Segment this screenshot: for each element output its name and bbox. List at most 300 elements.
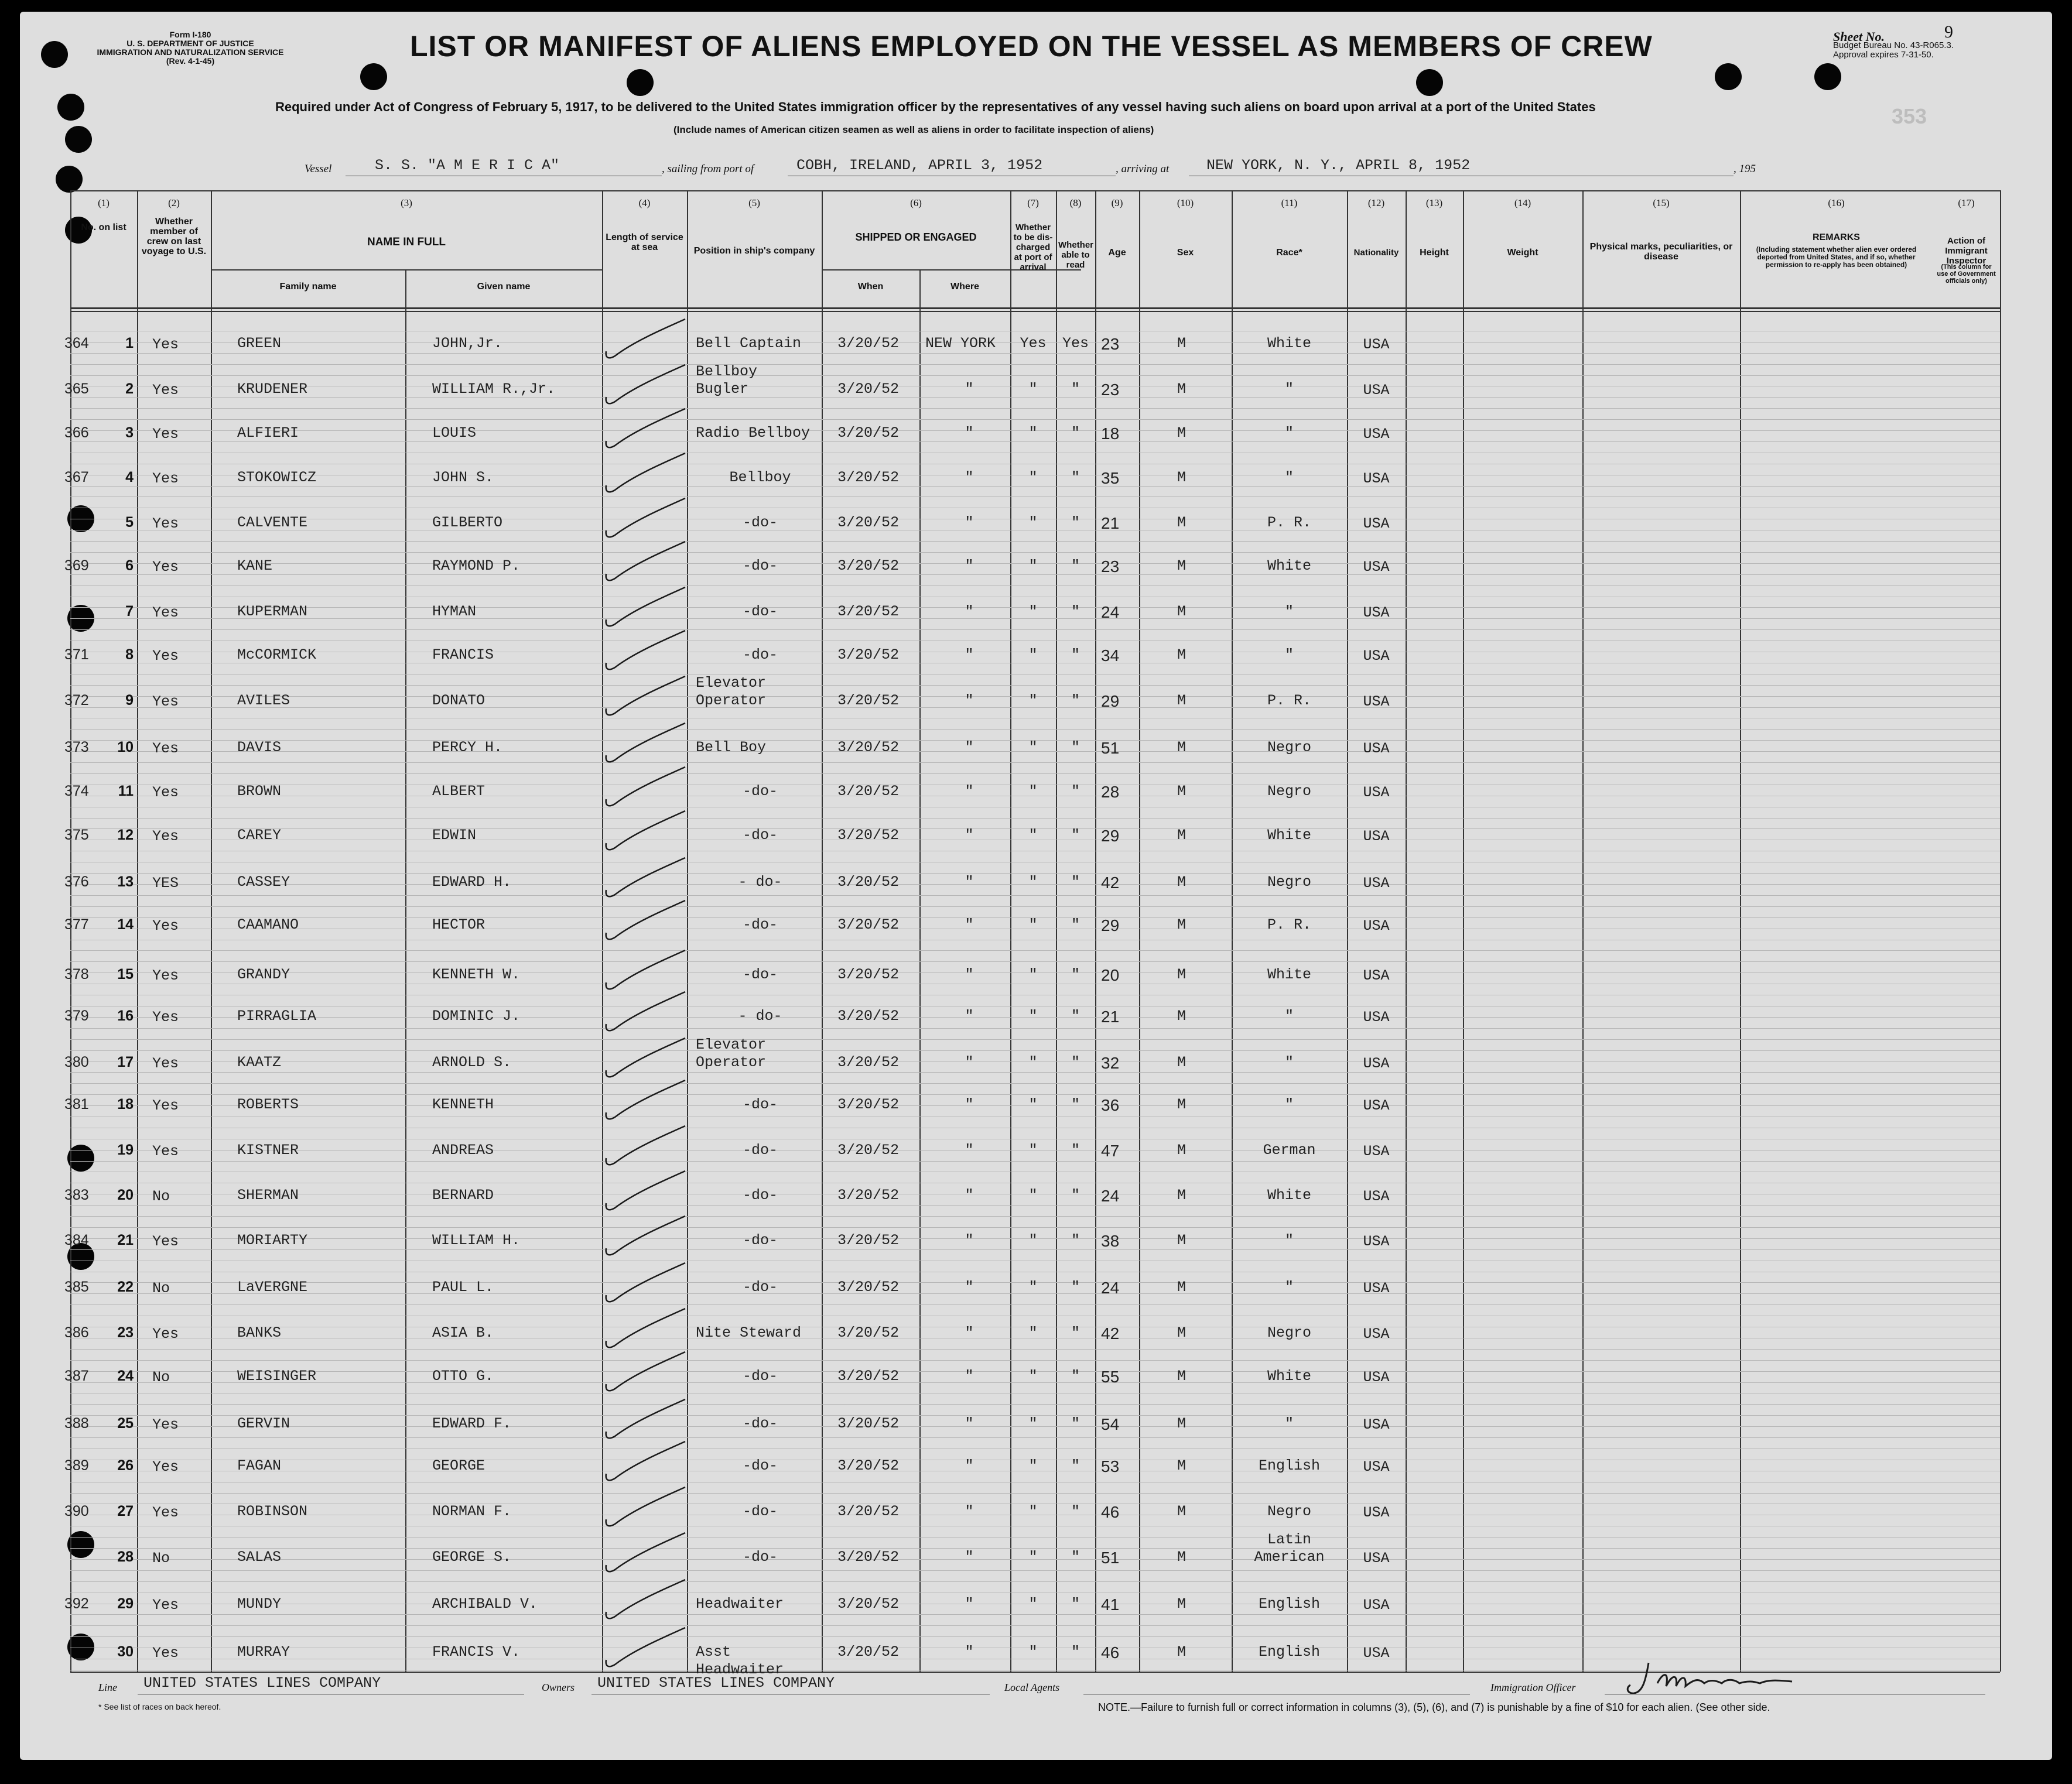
row-position: -do-: [742, 1232, 778, 1249]
row-number: 17: [117, 1054, 134, 1070]
row-discharged: ": [1028, 1457, 1038, 1474]
approval-expiry: Approval expires 7-31-50.: [1833, 50, 1934, 60]
header-inspector-note: (This column for use of Government officials only): [1937, 263, 1996, 285]
row-age: 23: [1101, 557, 1120, 576]
row-family-name: CASSEY: [237, 874, 290, 891]
row-discharged: ": [1028, 1595, 1038, 1612]
row-serial-number: 375: [64, 827, 89, 843]
row-age: 24: [1101, 603, 1120, 621]
row-serial-number: 366: [64, 424, 89, 441]
row-family-name: ROBINSON: [237, 1503, 308, 1520]
row-able-to-read: ": [1071, 603, 1080, 620]
row-member-last-voyage: Yes: [152, 1233, 179, 1250]
column-number-14: (14): [1514, 197, 1531, 208]
row-shipped-when: 3/20/52: [837, 646, 900, 663]
row-given-name: HECTOR: [432, 916, 485, 933]
row-sex: M: [1177, 739, 1187, 756]
row-age: 32: [1101, 1054, 1120, 1072]
row-member-last-voyage: Yes: [152, 693, 179, 710]
row-shipped-where: ": [965, 1142, 974, 1159]
service-check-mark: [603, 802, 691, 855]
row-shipped-where: NEW YORK: [925, 335, 996, 352]
header-nationality: Nationality: [1353, 248, 1399, 258]
row-race: ": [1284, 1232, 1294, 1249]
row-able-to-read: ": [1071, 1503, 1080, 1520]
row-nationality: USA: [1363, 1188, 1390, 1205]
row-serial-number: 376: [64, 874, 89, 890]
row-number: 8: [125, 646, 134, 663]
manifest-title: LIST OR MANIFEST OF ALIENS EMPLOYED ON THE VESSEL AS MEMBERS OF CREW: [410, 30, 1653, 63]
row-position: Headwaiter: [696, 1595, 784, 1612]
year-suffix: , 195: [1733, 163, 1756, 175]
header-given-name: Given name: [477, 282, 531, 292]
row-number: 16: [117, 1008, 134, 1024]
row-able-to-read: ": [1071, 692, 1080, 709]
row-sex: M: [1177, 966, 1187, 983]
row-given-name: GILBERTO: [432, 514, 503, 531]
column-number-4: (4): [638, 197, 651, 208]
row-number: 14: [117, 916, 134, 933]
row-given-name: ARNOLD S.: [432, 1054, 512, 1071]
row-member-last-voyage: Yes: [152, 426, 179, 443]
row-number: 5: [125, 514, 134, 530]
row-nationality: USA: [1363, 1009, 1390, 1026]
row-sex: M: [1177, 692, 1187, 709]
row-race: White: [1267, 557, 1311, 574]
row-shipped-when: 3/20/52: [837, 1096, 900, 1113]
row-shipped-where: ": [965, 469, 974, 486]
row-race: Negro: [1267, 739, 1311, 756]
row-member-last-voyage: Yes: [152, 559, 179, 576]
row-race: ": [1284, 424, 1294, 441]
row-sex: M: [1177, 1415, 1187, 1432]
service-check-mark: [603, 1071, 691, 1124]
penalty-note: NOTE.—Failure to furnish full or correct information in columns (3), (5), (6), and (7) is punishable by a fine of $10 for each alien. (See other side.: [1098, 1701, 1770, 1713]
row-number: 12: [117, 827, 134, 843]
service-check-mark: [603, 1571, 691, 1624]
row-able-to-read: ": [1071, 827, 1080, 844]
row-able-to-read: ": [1071, 557, 1080, 574]
footer-line-value: UNITED STATES LINES COMPANY: [143, 1675, 381, 1691]
row-sex: M: [1177, 603, 1187, 620]
row-member-last-voyage: Yes: [152, 648, 179, 665]
row-shipped-when: 3/20/52: [837, 1232, 900, 1249]
row-serial-number: 385: [64, 1279, 89, 1295]
header-when: When: [857, 282, 884, 292]
row-shipped-where: ": [965, 1368, 974, 1385]
row-sex: M: [1177, 1142, 1187, 1159]
row-given-name: OTTO G.: [432, 1368, 494, 1385]
header-no-on-list: No. on list: [81, 222, 126, 232]
column-number-9: (9): [1111, 197, 1123, 208]
row-able-to-read: ": [1071, 1187, 1080, 1204]
row-nationality: USA: [1363, 559, 1390, 576]
row-number: 4: [125, 469, 134, 485]
row-family-name: SHERMAN: [237, 1187, 299, 1204]
row-age: 53: [1101, 1457, 1120, 1475]
include-note: (Include names of American citizen seamen as well as aliens in order to facilitate inspection of aliens): [673, 124, 1154, 135]
row-given-name: HYMAN: [432, 603, 477, 620]
row-member-last-voyage: Yes: [152, 470, 179, 487]
row-sex: M: [1177, 1008, 1187, 1025]
row-age: 35: [1101, 469, 1120, 487]
row-discharged: ": [1028, 1324, 1038, 1341]
row-member-last-voyage: Yes: [152, 1326, 179, 1343]
row-family-name: McCORMICK: [237, 646, 317, 663]
row-family-name: KANE: [237, 557, 273, 574]
row-serial-number: 364: [64, 335, 89, 351]
row-number: 24: [117, 1368, 134, 1384]
row-serial-number: 388: [64, 1415, 89, 1432]
row-shipped-where: ": [965, 916, 974, 933]
header-height: Height: [1420, 248, 1449, 258]
row-sex: M: [1177, 469, 1187, 486]
service-check-mark: [603, 1524, 691, 1577]
row-nationality: USA: [1363, 1645, 1390, 1662]
row-sex: M: [1177, 1549, 1187, 1566]
row-shipped-when: 3/20/52: [837, 1457, 900, 1474]
row-race: ": [1284, 381, 1294, 398]
row-able-to-read: ": [1071, 916, 1080, 933]
row-nationality: USA: [1363, 1416, 1390, 1433]
row-given-name: BERNARD: [432, 1187, 494, 1204]
row-able-to-read: ": [1071, 1643, 1080, 1660]
row-number: 3: [125, 424, 134, 441]
row-member-last-voyage: Yes: [152, 1097, 179, 1114]
row-number: 13: [117, 874, 134, 890]
row-number: 7: [125, 603, 134, 619]
row-age: 29: [1101, 827, 1120, 845]
row-number: 18: [117, 1096, 134, 1112]
row-shipped-when: 3/20/52: [837, 514, 900, 531]
row-shipped-where: ": [965, 1415, 974, 1432]
header-weight: Weight: [1507, 248, 1538, 258]
row-sex: M: [1177, 1187, 1187, 1204]
row-member-last-voyage: Yes: [152, 828, 179, 845]
row-discharged: ": [1028, 557, 1038, 574]
row-discharged: ": [1028, 1368, 1038, 1385]
row-race: Negro: [1267, 1324, 1311, 1341]
row-family-name: ROBERTS: [237, 1096, 299, 1113]
row-sex: M: [1177, 557, 1187, 574]
row-family-name: LaVERGNE: [237, 1279, 308, 1296]
row-shipped-when: 3/20/52: [837, 1549, 900, 1566]
punch-hole: [1416, 69, 1443, 96]
row-shipped-when: 3/20/52: [837, 557, 900, 574]
row-family-name: MUNDY: [237, 1595, 282, 1612]
row-age: 54: [1101, 1415, 1120, 1433]
row-nationality: USA: [1363, 336, 1390, 353]
header-position: Position in ship's company: [693, 246, 815, 256]
row-able-to-read: ": [1071, 1368, 1080, 1385]
row-member-last-voyage: Yes: [152, 784, 179, 801]
row-race: White: [1267, 827, 1311, 844]
row-able-to-read: ": [1071, 1054, 1080, 1071]
punch-hole: [1814, 63, 1841, 90]
row-race: Negro: [1267, 874, 1311, 891]
required-statement: Required under Act of Congress of February 5, 1917, to be delivered to the United States immigration officer by the representatives of any vessel having such aliens on board upon arrival at a port of the United States: [275, 100, 1596, 114]
row-sex: M: [1177, 1279, 1187, 1296]
row-given-name: KENNETH W.: [432, 966, 521, 983]
row-serial-number: 389: [64, 1457, 89, 1474]
row-shipped-when: 3/20/52: [837, 469, 900, 486]
row-member-last-voyage: Yes: [152, 1504, 179, 1521]
officer-signature: [1622, 1657, 1815, 1704]
row-serial-number: 369: [64, 557, 89, 574]
row-family-name: MORIARTY: [237, 1232, 308, 1249]
race-footnote: * See list of races on back hereof.: [98, 1702, 221, 1711]
row-discharged: ": [1028, 966, 1038, 983]
row-sex: M: [1177, 646, 1187, 663]
row-position: -do-: [742, 1096, 778, 1113]
punch-hole: [56, 166, 83, 193]
row-age: 47: [1101, 1142, 1120, 1160]
row-position: Bell Boy: [696, 739, 767, 756]
punch-hole: [65, 126, 92, 153]
row-race: White: [1267, 966, 1311, 983]
row-shipped-when: 3/20/52: [837, 1008, 900, 1025]
header-where: Where: [950, 282, 979, 292]
row-shipped-when: 3/20/52: [837, 783, 900, 800]
row-member-last-voyage: Yes: [152, 1597, 179, 1614]
row-position: - do-: [738, 1008, 782, 1025]
row-shipped-where: ": [965, 1457, 974, 1474]
row-sex: M: [1177, 335, 1187, 352]
row-family-name: KAATZ: [237, 1054, 282, 1071]
row-sex: M: [1177, 1324, 1187, 1341]
row-given-name: FRANCIS: [432, 646, 494, 663]
sheet-number: 9: [1944, 22, 1953, 42]
row-family-name: CALVENTE: [237, 514, 308, 531]
row-nationality: USA: [1363, 515, 1390, 532]
row-able-to-read: ": [1071, 514, 1080, 531]
service-check-mark: [603, 667, 691, 720]
row-member-last-voyage: YES: [152, 875, 179, 892]
row-able-to-read: ": [1071, 1096, 1080, 1113]
row-shipped-where: ": [965, 1096, 974, 1113]
row-shipped-where: ": [965, 603, 974, 620]
row-sex: M: [1177, 827, 1187, 844]
row-race: ": [1284, 1415, 1294, 1432]
row-shipped-when: 3/20/52: [837, 692, 900, 709]
row-discharged: ": [1028, 514, 1038, 531]
row-sex: M: [1177, 783, 1187, 800]
row-discharged: ": [1028, 1008, 1038, 1025]
row-serial-number: 386: [64, 1324, 89, 1341]
row-family-name: CAREY: [237, 827, 282, 844]
column-number-10: (10): [1177, 197, 1194, 208]
row-shipped-when: 3/20/52: [837, 381, 900, 398]
service-check-mark: [603, 310, 691, 363]
row-shipped-where: ": [965, 514, 974, 531]
row-given-name: PERCY H.: [432, 739, 503, 756]
row-position: Nite Steward: [696, 1324, 802, 1341]
column-number-15: (15): [1653, 197, 1670, 208]
column-number-12: (12): [1367, 197, 1385, 208]
row-given-name: EDWIN: [432, 827, 477, 844]
row-sex: M: [1177, 916, 1187, 933]
row-race: ": [1284, 469, 1294, 486]
column-number-11: (11): [1281, 197, 1298, 208]
row-member-last-voyage: Yes: [152, 382, 179, 399]
row-position: -do-: [742, 1187, 778, 1204]
row-given-name: ANDREAS: [432, 1142, 494, 1159]
service-check-mark: [603, 1207, 691, 1260]
row-age: 38: [1101, 1232, 1120, 1250]
row-number: 2: [125, 381, 134, 397]
row-discharged: ": [1028, 783, 1038, 800]
row-age: 18: [1101, 424, 1120, 443]
row-sex: M: [1177, 1503, 1187, 1520]
row-number: 9: [125, 692, 134, 708]
row-position: -do-: [742, 514, 778, 531]
row-shipped-when: 3/20/52: [837, 1054, 900, 1071]
row-race: P. R.: [1267, 514, 1311, 531]
row-position: Bellboy: [729, 469, 791, 486]
row-discharged: ": [1028, 469, 1038, 486]
row-discharged: ": [1028, 874, 1038, 891]
row-shipped-when: 3/20/52: [837, 1279, 900, 1296]
row-given-name: GEORGE: [432, 1457, 485, 1474]
header-inspector-action: Action of Immigrant Inspector: [1945, 236, 1988, 266]
row-shipped-where: ": [965, 1187, 974, 1204]
row-race: White: [1267, 1187, 1311, 1204]
row-nationality: USA: [1363, 426, 1390, 443]
header-age: Age: [1108, 248, 1126, 258]
row-family-name: AVILES: [237, 692, 290, 709]
row-age: 28: [1101, 783, 1120, 801]
department-name: U. S. DEPARTMENT OF JUSTICE: [126, 39, 254, 48]
row-member-last-voyage: No: [152, 1280, 170, 1297]
row-member-last-voyage: Yes: [152, 336, 179, 353]
row-shipped-where: ": [965, 1324, 974, 1341]
row-shipped-when: 3/20/52: [837, 1595, 900, 1612]
row-position: -do-: [742, 966, 778, 983]
row-position: -do-: [742, 557, 778, 574]
row-nationality: USA: [1363, 1326, 1390, 1343]
row-sex: M: [1177, 1368, 1187, 1385]
row-nationality: USA: [1363, 1280, 1390, 1297]
row-number: 30: [117, 1643, 134, 1660]
row-sex: M: [1177, 514, 1187, 531]
service-check-mark: [603, 1254, 691, 1307]
row-given-name: EDWARD H.: [432, 874, 512, 891]
row-sex: M: [1177, 1232, 1187, 1249]
row-race: ": [1284, 1054, 1294, 1071]
service-check-mark: [603, 1619, 691, 1672]
row-shipped-where: ": [965, 966, 974, 983]
row-age: 29: [1101, 916, 1120, 934]
punch-hole: [627, 69, 654, 96]
column-number-7: (7): [1027, 197, 1039, 208]
header-remarks: REMARKS: [1813, 232, 1860, 242]
service-check-mark: [603, 533, 691, 585]
row-discharged: ": [1028, 1279, 1038, 1296]
column-number-17: (17): [1958, 197, 1975, 208]
row-position: Elevator Operator: [696, 674, 767, 709]
column-number-8: (8): [1069, 197, 1082, 208]
row-serial-number: 377: [64, 916, 89, 933]
row-shipped-when: 3/20/52: [837, 1187, 900, 1204]
punch-hole: [41, 41, 68, 68]
column-number-3: (3): [401, 197, 412, 208]
row-able-to-read: ": [1071, 469, 1080, 486]
row-sex: M: [1177, 874, 1187, 891]
row-able-to-read: ": [1071, 1324, 1080, 1341]
row-discharged: ": [1028, 1232, 1038, 1249]
row-nationality: USA: [1363, 740, 1390, 757]
row-nationality: USA: [1363, 828, 1390, 845]
row-serial-number: 384: [64, 1232, 89, 1248]
sailing-label: , sailing from port of: [662, 163, 754, 175]
row-sex: M: [1177, 1096, 1187, 1113]
row-discharged: ": [1028, 739, 1038, 756]
row-discharged: ": [1028, 1187, 1038, 1204]
row-shipped-when: 3/20/52: [837, 1503, 900, 1520]
row-given-name: NORMAN F.: [432, 1503, 512, 1520]
row-member-last-voyage: Yes: [152, 1009, 179, 1026]
row-race: ": [1284, 1279, 1294, 1296]
row-age: 21: [1101, 1008, 1120, 1026]
row-able-to-read: Yes: [1062, 335, 1089, 352]
row-family-name: SALAS: [237, 1549, 282, 1566]
row-nationality: USA: [1363, 967, 1390, 984]
row-serial-number: 378: [64, 966, 89, 982]
row-shipped-where: ": [965, 783, 974, 800]
row-discharged: ": [1028, 1054, 1038, 1071]
column-number-13: (13): [1425, 197, 1443, 208]
row-discharged: ": [1028, 1643, 1038, 1660]
row-shipped-where: ": [965, 557, 974, 574]
row-shipped-when: 3/20/52: [837, 916, 900, 933]
row-race: White: [1267, 335, 1311, 352]
service-check-mark: [603, 1433, 691, 1485]
row-shipped-when: 3/20/52: [837, 335, 900, 352]
row-position: -do-: [742, 1142, 778, 1159]
row-family-name: BROWN: [237, 783, 282, 800]
row-number: 25: [117, 1415, 134, 1432]
row-number: 27: [117, 1503, 134, 1519]
row-discharged: ": [1028, 603, 1038, 620]
row-race: English: [1258, 1457, 1321, 1474]
row-given-name: FRANCIS V.: [432, 1643, 521, 1660]
sailing-port: COBH, IRELAND, APRIL 3, 1952: [796, 157, 1043, 174]
row-given-name: GEORGE S.: [432, 1549, 512, 1566]
row-member-last-voyage: Yes: [152, 604, 179, 621]
row-member-last-voyage: Yes: [152, 740, 179, 757]
header-member-last-voyage: Whether member of crew on last voyage to U.S.: [141, 217, 207, 256]
row-member-last-voyage: No: [152, 1369, 170, 1386]
row-nationality: USA: [1363, 1233, 1390, 1250]
row-member-last-voyage: Yes: [152, 515, 179, 532]
row-nationality: USA: [1363, 693, 1390, 710]
row-given-name: LOUIS: [432, 424, 477, 441]
service-check-mark: [603, 892, 691, 944]
row-position: -do-: [742, 827, 778, 844]
row-number: 29: [117, 1595, 134, 1612]
row-shipped-where: ": [965, 381, 974, 398]
row-able-to-read: ": [1071, 874, 1080, 891]
row-discharged: ": [1028, 381, 1038, 398]
row-serial-number: 372: [64, 692, 89, 708]
budget-bureau: Budget Bureau No. 43-R065.3.: [1833, 40, 1954, 50]
row-given-name: JOHN S.: [432, 469, 494, 486]
row-shipped-when: 3/20/52: [837, 874, 900, 891]
form-department-header: [70, 30, 310, 66]
row-shipped-where: ": [965, 692, 974, 709]
row-able-to-read: ": [1071, 424, 1080, 441]
row-family-name: GRANDY: [237, 966, 290, 983]
